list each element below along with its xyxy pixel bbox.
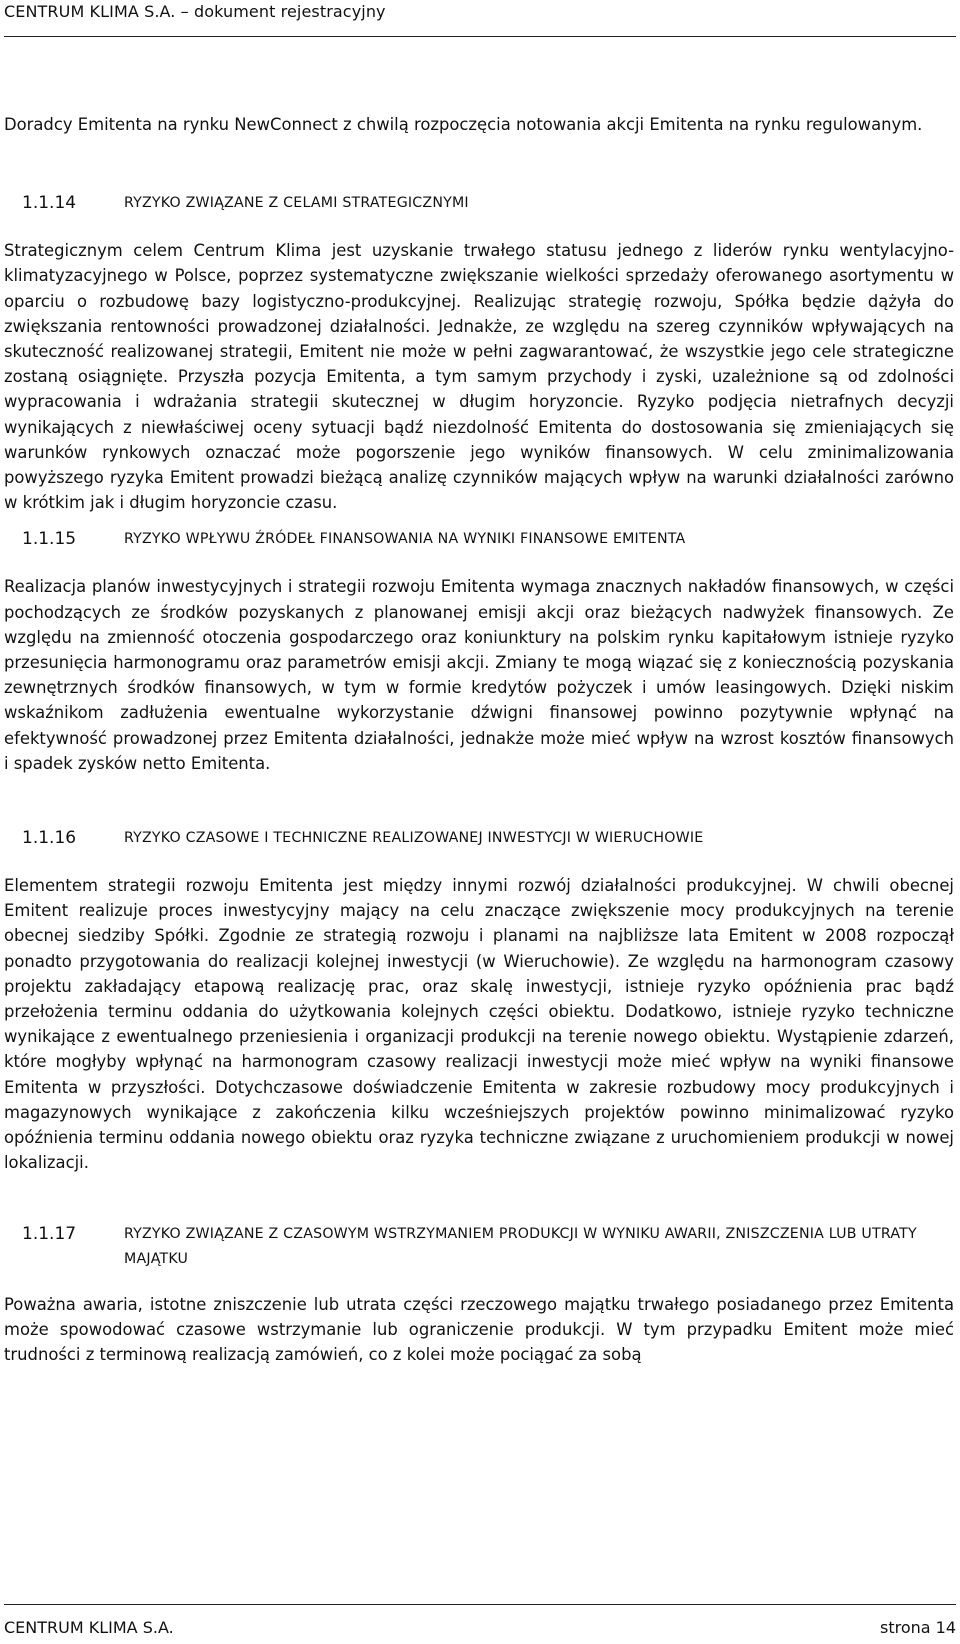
section-paragraph: Elementem strategii rozwoju Emitenta jest między innymi rozwój działalności produkcyjnej. W chwili obecnej Emitent realizuje proces inwestycyjny mający na celu znaczące zwiększenie mocy produkcyjnych na terenie obecnej siedziby Spółki. Zgodnie ze strategią rozwoju i planami na najbliższe lata Emitent w 2008 rozpoczął ponadto przygotowania do realizacji kolejnej inwestycji (w Wieruchowie). Ze względu na harmonogram czasowy projektu zakładający etapową realizację prac, oraz skalę inwestycji, istnieje ryzyko opóźnienia prac bądź przełożenia terminu oddania do użytkowania kolejnych części obiektu. Dodatkowo, istnieje ryzyko techniczne wynikające z ewentualnego przeniesienia i organizacji produkcji na terenie nowego obiektu. Wystąpienie zdarzeń, które mogłyby wpłynąć na harmonogram czasowy realizacji inwestycji może mieć wpływ na wyniki finansowe Emitenta w przyszłości. Dotychczasowe doświadczenie Emitenta w zakresie rozbudowy mocy produkcyjnych i magazynowych wynikające z zakończenia kilku wcześniejszych projektów powinno minimalizować ryzyko opóźnienia terminu oddania nowego obiektu oraz ryzyka techniczne związane z uruchomieniem produkcji w nowej lokalizacji.: [4, 876, 954, 1173]
footer-divider: [4, 1604, 956, 1605]
section-heading-1-1-17: [4, 1222, 954, 1272]
intro-paragraph: Doradcy Emitenta na rynku NewConnect z chwilą rozpoczęcia notowania akcji Emitenta na rynku regulowanym.: [4, 115, 923, 134]
section-title: RYZYKO ZWIĄZANE Z CZASOWYM WSTRZYMANIEM PRODUKCJI W WYNIKU AWARII, ZNISZCZENIA LUB UTRATY MAJĄTKU: [124, 1225, 917, 1267]
page-footer: [4, 1604, 956, 1644]
section-heading-1-1-16: [4, 826, 954, 851]
section-heading-1-1-14: [4, 191, 954, 216]
section-paragraph: Strategicznym celem Centrum Klima jest uzyskanie trwałego statusu jednego z liderów rynku wentylacyjno-klimatyzacyjnego w Polsce, poprzez systematyczne zwiększanie wielkości sprzedaży oferowanego asortymentu w oparciu o rozbudowę bazy logistyczno-produkcyjnej. Realizując strategię rozwoju, Spółka będzie dążyła do zwiększania rentowności prowadzonej działalności. Jednakże, ze względu na szereg czynników wpływających na skuteczność realizowanej strategii, Emitent nie może w pełni zagwarantować, że wszystkie jego cele strategiczne zostaną osiągnięte. Przyszła pozycja Emitenta, a tym samym przychody i zyski, uzależnione są od zdolności wypracowania i wdrażania strategii skutecznej w długim horyzoncie. Ryzyko podjęcia nietrafnych decyzji wynikających z niewłaściwej oceny sytuacji bądź niezdolność Emitenta do dostosowania się zmieniających się warunków rynkowych oznaczać może pogorszenie jego wyników finansowych. W celu zminimalizowania powyższego ryzyka Emitent prowadzi bieżącą analizę czynników mających wpływ na warunki działalności zarówno w krótkim jak i długim horyzoncie czasu.: [4, 241, 954, 513]
section-title: RYZYKO WPŁYWU ŹRÓDEŁ FINANSOWANIA NA WYNIKI FINANSOWE EMITENTA: [124, 531, 686, 548]
page-number: strona 14: [879, 1618, 956, 1637]
section-number: 1.1.14: [22, 193, 77, 214]
page-header: [4, 0, 956, 38]
section-number: 1.1.15: [22, 529, 77, 550]
section-number: 1.1.17: [22, 1223, 77, 1244]
section-heading-1-1-15: [4, 527, 954, 552]
section-paragraph: Poważna awaria, istotne zniszczenie lub utrata części rzeczowego majątku trwałego posiadanego przez Emitenta może spowodować czasowe wstrzymanie lub ograniczenie produkcji. W tym przypadku Emitent może mieć trudności z terminową realizacją zamówień, co z kolei może pociągać za sobą: [4, 1294, 954, 1364]
section-title: RYZYKO ZWIĄZANE Z CELAMI STRATEGICZNYMI: [124, 195, 469, 212]
footer-company: CENTRUM KLIMA S.A.: [4, 1618, 174, 1637]
document-title: CENTRUM KLIMA S.A. – dokument rejestracyjny: [4, 2, 386, 21]
header-divider: [4, 36, 956, 37]
document-body: [4, 112, 954, 1367]
section-paragraph: Realizacja planów inwestycyjnych i strategii rozwoju Emitenta wymaga znacznych nakładów finansowych, w części pochodzących ze środków pozyskanych z planowanej emisji akcji oraz bieżących nadwyżek finansowych. Ze względu na zmienność otoczenia gospodarczego oraz koniunktury na polskim rynku kapitałowym istnieje ryzyko przesunięcia harmonogramu oraz parametrów emisji akcji. Zmiany te mogą wiązać się z koniecznością pozyskania zewnętrznych środków finansowych, w tym w formie kredytów pożyczek i umów leasingowych. Dzięki niskim wskaźnikom zadłużenia ewentualne wykorzystanie dźwigni finansowej powinno pozytywnie wpłynąć na efektywność prowadzonej przez Emitenta działalności, jednakże może mieć wpływ na wzrost kosztów finansowych i spadek zysków netto Emitenta.: [4, 577, 954, 773]
section-title: RYZYKO CZASOWE I TECHNICZNE REALIZOWANEJ INWESTYCJI W WIERUCHOWIE: [124, 830, 704, 847]
section-number: 1.1.16: [22, 828, 77, 849]
